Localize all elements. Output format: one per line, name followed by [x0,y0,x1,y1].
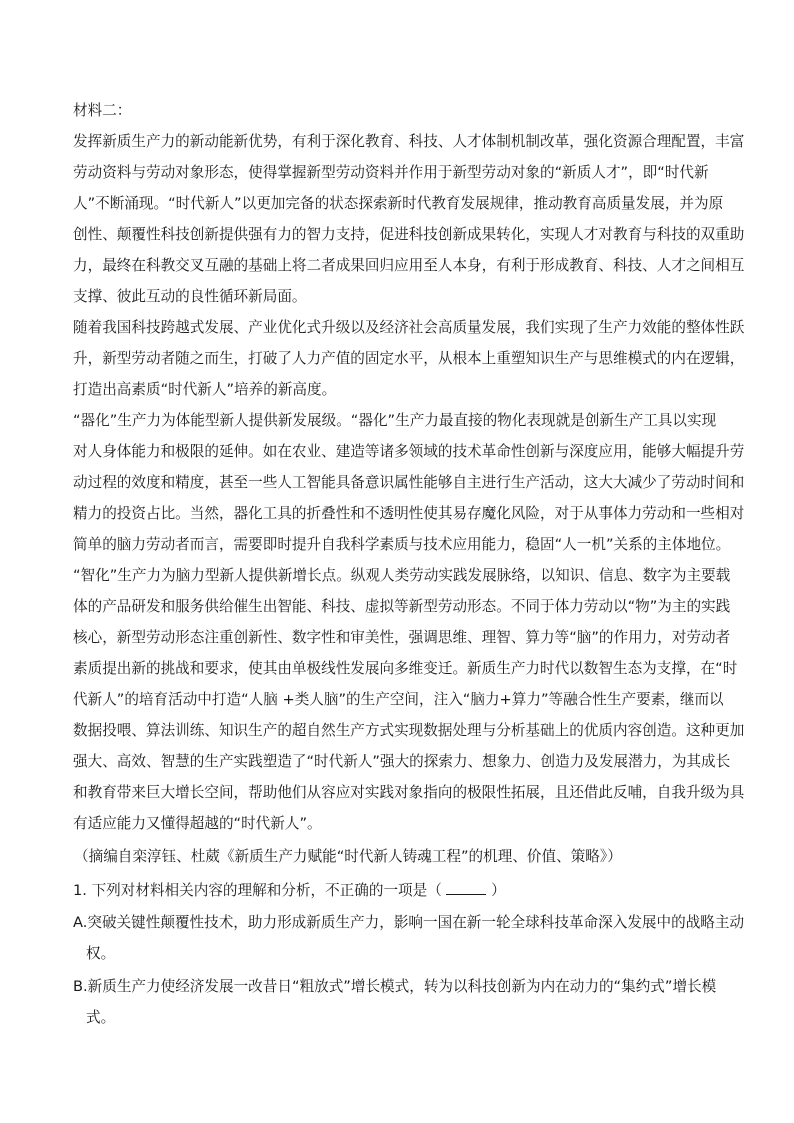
paragraph-line: “智化”生产力为脑力型新人提供新增长点。纵观人类劳动实践发展脉络，以知识、信息、数字为主要载 [73,567,731,584]
paragraph-line: 强大、高效、智慧的生产实践塑造了“时代新人”强大的探索力、想象力、创造力及发展潜力，为其成长 [73,753,731,770]
source-citation: （摘编自栾淳钰、杜葳《新质生产力赋能“时代新人铸魂工程”的机理、价值、策略》） [74,848,622,865]
paragraph-line: 简单的脑力劳动者而言，需要即时提升自我科学素质与技术应用能力，稳固“人一机”关系的主体地位。 [73,536,731,553]
paragraph-line: 支撑、彼此互动的良性循环新局面。 [73,288,307,305]
paragraph-line: “器化”生产力为体能型新人提供新发展级。“器化”生产力最直接的物化表现就是创新生产工具以实现 [73,412,717,429]
paragraph-line: 升，新型劳动者随之而生，打破了人力产值的固定水平，从根本上重塑知识生产与思维模式的内在逻辑， [73,350,745,367]
paragraph-line: 精力的投资占比。当然，器化工具的折叠性和不透明性使其易存魔化风险，对于从事体力劳动和一些相对 [73,505,745,522]
paragraph-line: 发挥新质生产力的新动能新优势，有利于深化教育、科技、人才体制机制改革，强化资源合理配置，丰富 [73,133,745,150]
question-stem-text: 1. 下列对材料相关内容的理解和分析，不正确的一项是（ [73,882,442,899]
question-stem [73,880,506,901]
paragraph-line: 劳动资料与劳动对象形态，使得掌握新型劳动资料并作用于新型劳动对象的“新质人才”，即“时代新 [73,164,709,181]
paragraph-line: 对人身体能力和极限的延伸。如在农业、建造等诸多领域的技术革命性创新与深度应用，能够大幅提升劳 [73,443,745,460]
answer-blank[interactable] [446,880,486,895]
paragraph-line: 随着我国科技跨越式发展、产业优化式升级以及经济社会高质量发展，我们实现了生产力效能的整体性跃 [73,319,745,336]
paragraph-line: 力，最终在科教交叉互融的基础上将二者成果回归应用至人本身，有利于形成教育、科技、人才之间相互 [73,257,745,274]
paragraph-line: 核心，新型劳动形态注重创新性、数字性和审美性，强调思维、理智、算力等“脑”的作用力，对劳动者 [73,629,731,646]
option-a: A.突破关键性颠覆性技术，助力形成新质生产力，影响一国在新一轮全球科技革命深入发展中的战略主动 [73,914,745,931]
paragraph-line: 有适应能力又懂得超越的“时代新人”。 [73,815,322,832]
option-b: B.新质生产力使经济发展一改昔日“粗放式”增长模式，转为以科技创新为内在动力的“集约式”增长模 [73,978,717,995]
section-heading: 材料二： [73,102,132,119]
option-b-continued: 式。 [86,1009,116,1026]
paragraph-line: 动过程的效度和精度，甚至一些人工智能具备意识属性能够自主进行生产活动，这大大减少了劳动时间和 [73,474,745,491]
paragraph-line: 数据投喂、算法训练、知识生产的超自然生产方式实现数据处理与分析基础上的优质内容创造。这种更加 [73,722,745,739]
paragraph-line: 人”不断涌现。“时代新人”以更加完备的状态探索新时代教育发展规律，推动教育高质量发展，并为原 [73,195,724,212]
option-a-continued: 权。 [86,945,116,962]
paragraph-line: 创性、颠覆性科技创新提供强有力的智力支持，促进科技创新成果转化，实现人才对教育与科技的双重助 [73,226,745,243]
paragraph-line: 素质提出新的挑战和要求，使其由单极线性发展向多维变迁。新质生产力时代以数智生态为支撑，在“时 [73,660,738,677]
paragraph-line: 代新人”的培育活动中打造“人脑 +类人脑”的生产空间，注入“脑力+算力”等融合性生产要素，继而以 [73,691,724,708]
paragraph-line: 体的产品研发和服务供给催生出智能、科技、虚拟等新型劳动形态。不同于体力劳动以“物”为主的实践 [73,598,731,615]
question-stem-close: ） [491,882,506,899]
paragraph-line: 打造出高素质“时代新人”培养的新高度。 [73,381,337,398]
paragraph-line: 和教育带来巨大增长空间，帮助他们从容应对实践对象指向的极限性拓展，且还借此反哺，自我升级为具 [73,784,745,801]
